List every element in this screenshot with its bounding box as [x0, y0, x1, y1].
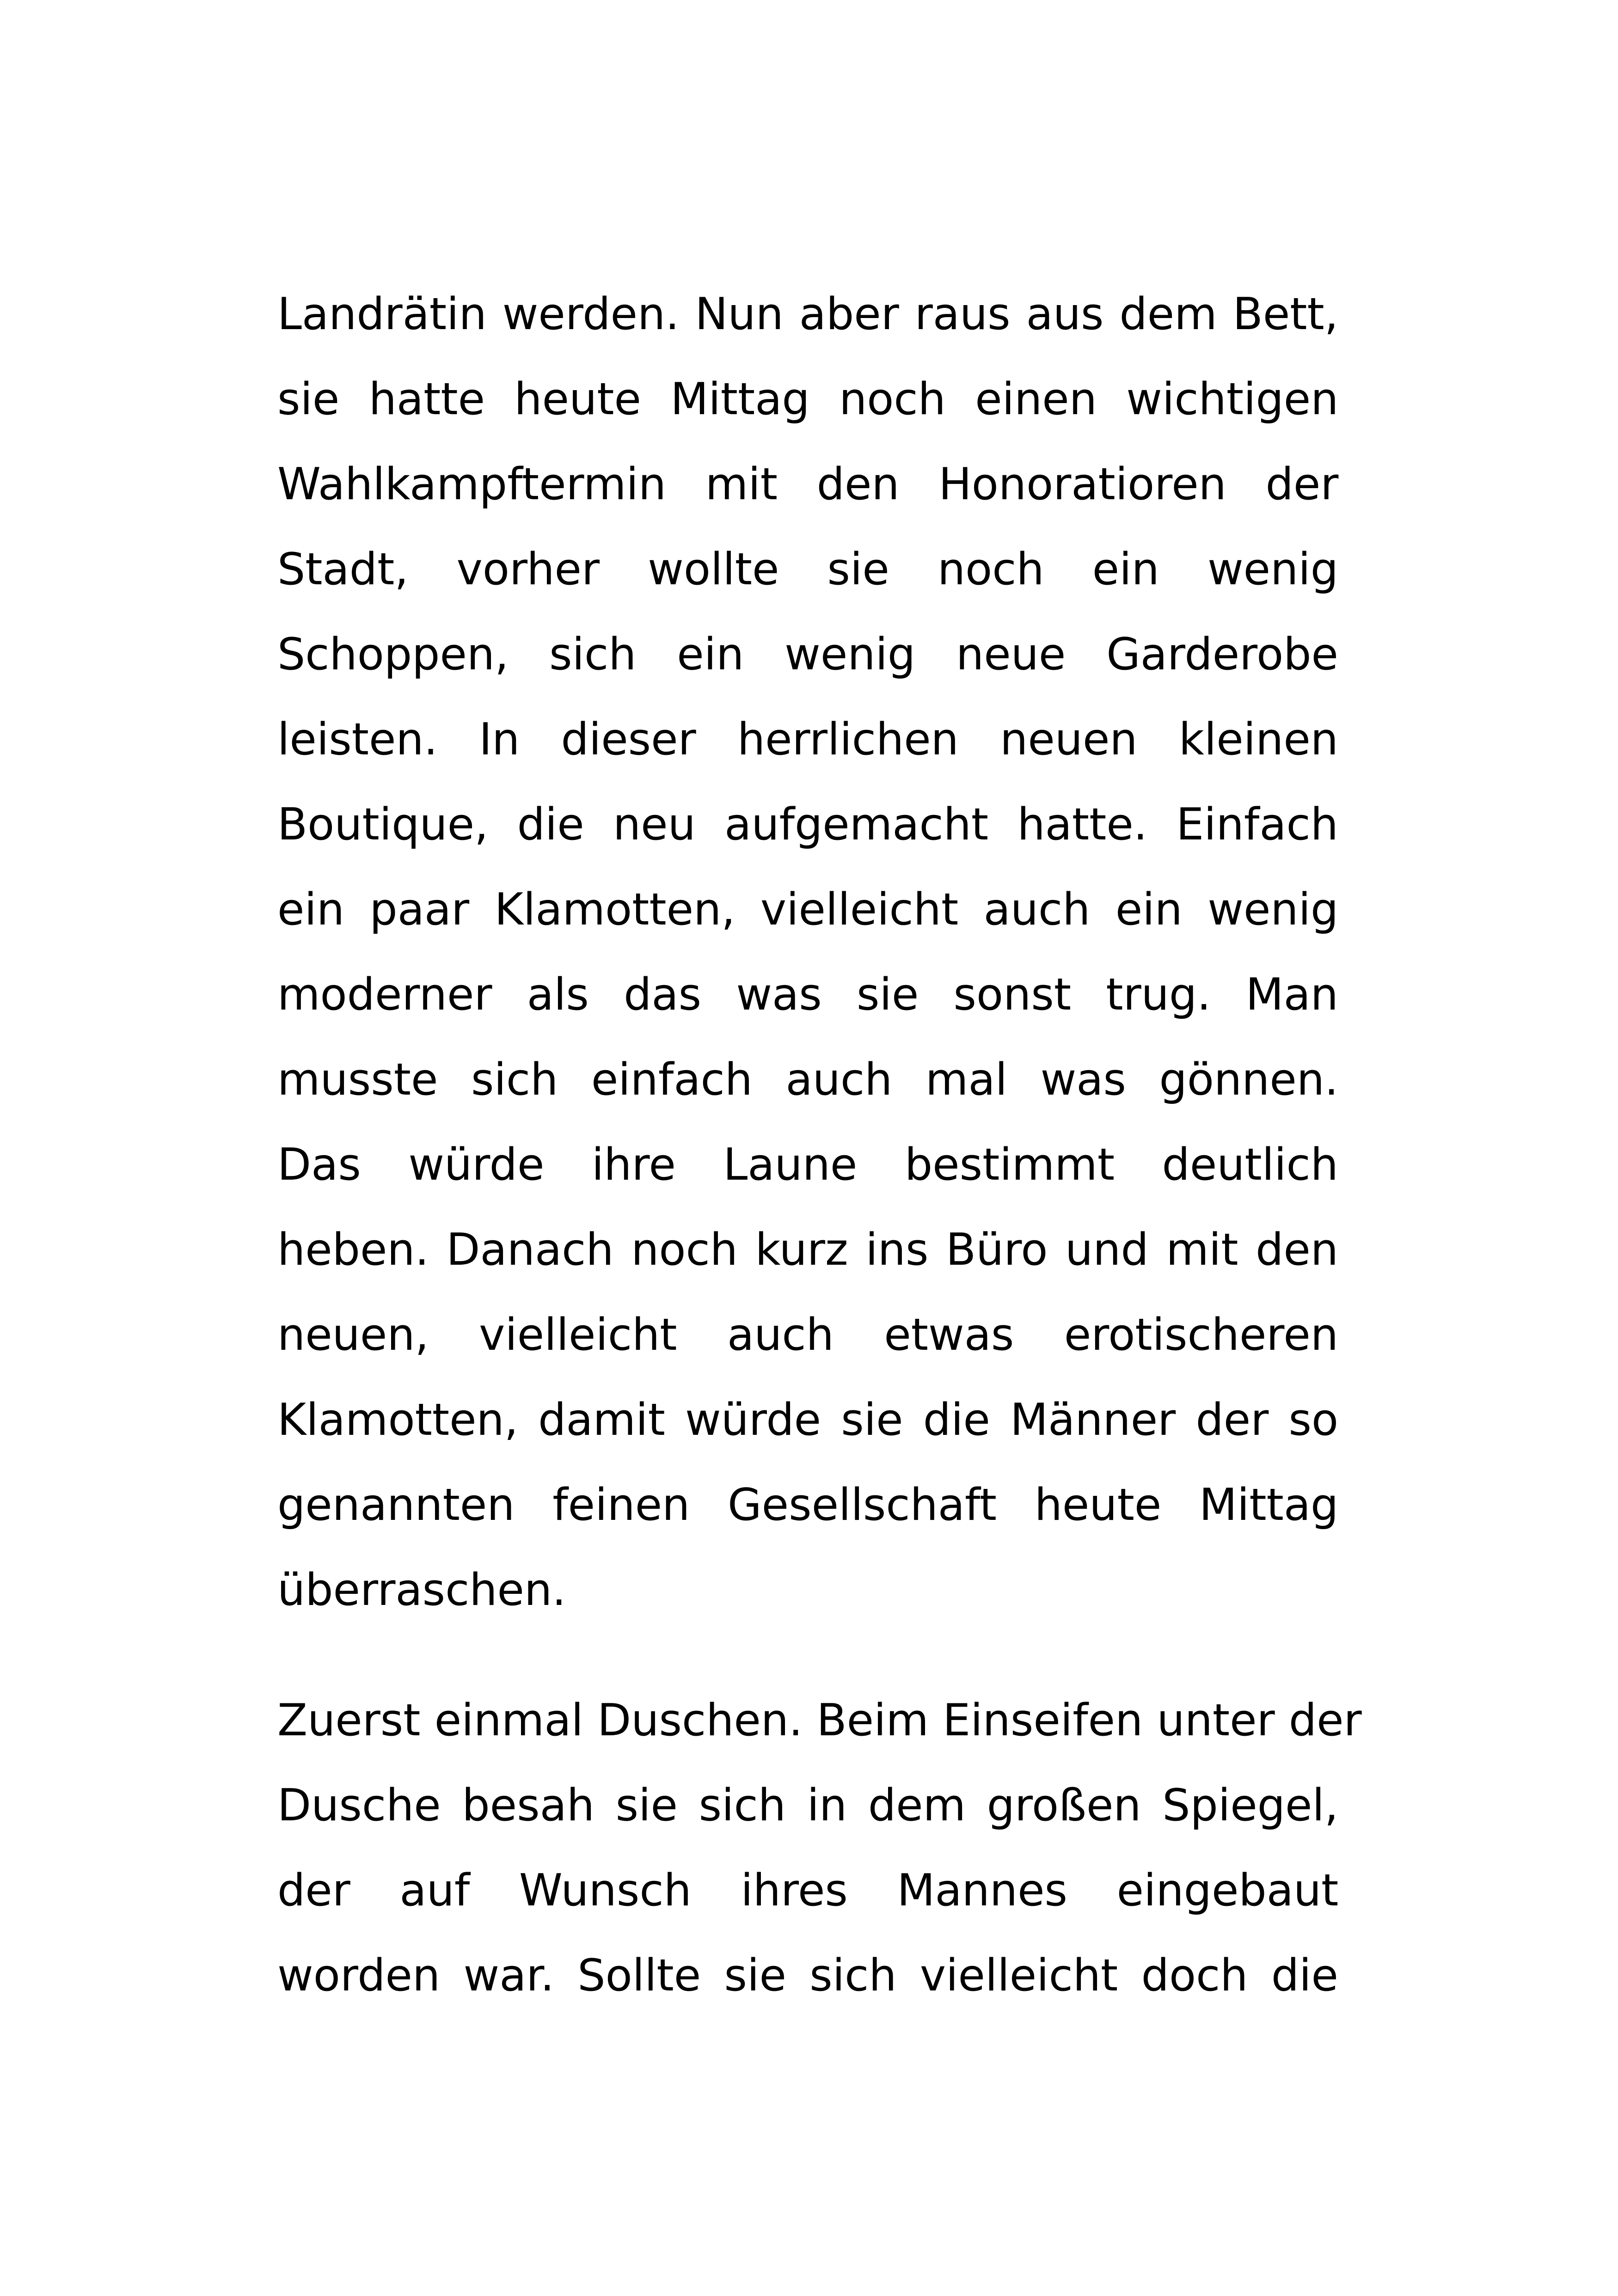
text-line: heben. Danach noch kurz ins Büro und mit den — [277, 1225, 1339, 1275]
paragraph-1 — [277, 272, 1338, 1633]
text-line: worden war. Sollte sie sich vielleicht doch die — [277, 1950, 1338, 2001]
text-line: Landrätin werden. Nun aber raus aus dem Bett, — [277, 289, 1338, 340]
paragraph-2 — [277, 1678, 1362, 2018]
text-line: überraschen. — [277, 1565, 566, 1616]
text-line: Zuerst einmal Duschen. Beim Einseifen unter der — [277, 1695, 1362, 1746]
text-line: genannten feinen Gesellschaft heute Mittag — [277, 1480, 1339, 1531]
text-line: musste sich einfach auch mal was gönnen. — [277, 1054, 1339, 1105]
text-line: Boutique, die neu aufgemacht hatte. Einfach — [277, 799, 1338, 850]
text-line: Stadt, vorher wollte sie noch ein wenig — [277, 544, 1338, 595]
text-line: der auf Wunsch ihres Mannes eingebaut — [277, 1865, 1339, 1916]
text-line: leisten. In dieser herrlichen neuen kleinen — [277, 714, 1338, 765]
text-line: moderner als das was sie sonst trug. Man — [277, 969, 1338, 1020]
text-line: Das würde ihre Laune bestimmt deutlich — [277, 1139, 1338, 1190]
text-line: Schoppen, sich ein wenig neue Garderobe — [277, 629, 1338, 680]
text-line: neuen, vielleicht auch etwas erotischeren — [277, 1310, 1339, 1360]
text-line: sie hatte heute Mittag noch einen wichtigen — [277, 374, 1339, 425]
text-line: Wahlkampftermin mit den Honoratioren der — [277, 459, 1339, 510]
text-line: ein paar Klamotten, vielleicht auch ein wenig — [277, 884, 1339, 935]
text-line: Dusche besah sie sich in dem großen Spiegel, — [277, 1780, 1339, 1831]
text-line: Klamotten, damit würde sie die Männer der so — [277, 1395, 1339, 1445]
